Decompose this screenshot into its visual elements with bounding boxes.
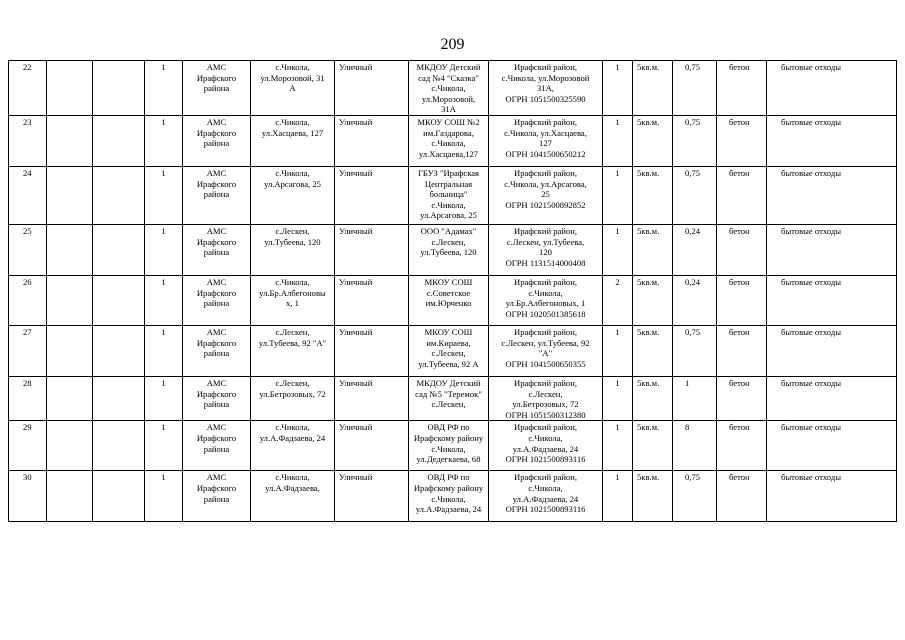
area-cell: 5кв.м. [633,61,673,116]
volume-cell: 0,24 [673,275,717,325]
row-number-cell: 27 [9,325,47,376]
waste-type-cell: бытовые отходы [767,325,897,376]
address-cell: с.Чикола, ул.Арсагова, 25 [251,166,335,224]
address-cell: с.Лескен, ул.Тубеева, 92 "А" [251,325,335,376]
owner-cell: АМС Ирафского района [183,325,251,376]
table-row [9,115,897,166]
area-cell: 5кв.м. [633,325,673,376]
volume-cell: 0,75 [673,471,717,522]
operator-cell: МКОУ СОШ с.Советское им.Юрченко [409,275,489,325]
empty-cell [47,166,93,224]
empty-cell [47,421,93,471]
row-number-cell: 30 [9,471,47,522]
empty-cell [93,471,145,522]
table-row [9,166,897,224]
container-sites-table [8,60,897,522]
operator-cell: ГБУЗ "Ирафская Центральная больница" с.Чикола, ул.Арсагова, 25 [409,166,489,224]
container-type-cell: 1 [145,166,183,224]
row-number-cell: 23 [9,115,47,166]
zone-type-cell: Уличный [335,275,409,325]
volume-cell: 8 [673,421,717,471]
surface-material-cell: бетон [717,325,767,376]
owner-cell: АМС Ирафского района [183,421,251,471]
row-number-cell: 26 [9,275,47,325]
table-row [9,275,897,325]
waste-type-cell: бытовые отходы [767,115,897,166]
address-cell: с.Чикола, ул.А.Фадзаева, [251,471,335,522]
surface-material-cell: бетон [717,61,767,116]
surface-material-cell: бетон [717,166,767,224]
empty-cell [93,115,145,166]
registry-info-cell: Ирафский район, с.Чикола, ул.А.Фадзаева, 24 ОГРН 1021500893116 [489,471,603,522]
address-cell: с.Чикола, ул.Хасцаева, 127 [251,115,335,166]
empty-cell [47,275,93,325]
registry-info-cell: Ирафский район, с.Чикола, ул.А.Фадзаева, 24 ОГРН 1021500893116 [489,421,603,471]
container-type-cell: 1 [145,421,183,471]
surface-material-cell: бетон [717,471,767,522]
container-type-cell: 1 [145,224,183,275]
empty-cell [93,224,145,275]
owner-cell: АМС Ирафского района [183,376,251,420]
empty-cell [93,421,145,471]
page-number: 209 [440,36,465,53]
registry-info-cell: Ирафский район, с.Чикола, ул.Бр.Албегоновых, 1 ОГРН 1020501385618 [489,275,603,325]
container-type-cell: 1 [145,376,183,420]
empty-cell [47,115,93,166]
table-row [9,376,897,420]
row-number-cell: 28 [9,376,47,420]
address-cell: с.Чикола, ул.Морозовой, 31 А [251,61,335,116]
volume-cell: 0,75 [673,61,717,116]
zone-type-cell: Уличный [335,376,409,420]
area-cell: 5кв.м. [633,421,673,471]
owner-cell: АМС Ирафского района [183,275,251,325]
operator-cell: ОВД РФ по Ирафскому району с.Чикола, ул.А.Фадзаева, 24 [409,471,489,522]
zone-type-cell: Уличный [335,471,409,522]
volume-cell: 0,24 [673,224,717,275]
row-number-cell: 29 [9,421,47,471]
registry-info-cell: Ирафский район, с.Лескен, ул.Тубеева, 120 ОГРН 1131514000408 [489,224,603,275]
container-type-cell: 1 [145,471,183,522]
container-count-cell: 1 [603,376,633,420]
waste-type-cell: бытовые отходы [767,471,897,522]
waste-type-cell: бытовые отходы [767,224,897,275]
empty-cell [93,275,145,325]
table-row [9,224,897,275]
operator-cell: ООО "Адамах" с.Лескен, ул.Тубеева, 120 [409,224,489,275]
surface-material-cell: бетон [717,115,767,166]
container-count-cell: 1 [603,471,633,522]
area-cell: 5кв.м. [633,376,673,420]
waste-type-cell: бытовые отходы [767,275,897,325]
registry-info-cell: Ирафский район, с.Лескен, ул.Бетрозовых, 72 ОГРН 1051500312380 [489,376,603,420]
registry-info-cell: Ирафский район, с.Чикола, ул.Арсагова, 25 ОГРН 1021500892852 [489,166,603,224]
empty-cell [47,61,93,116]
table-row [9,325,897,376]
container-count-cell: 1 [603,421,633,471]
address-cell: с.Лескен, ул.Тубеева, 120 [251,224,335,275]
area-cell: 5кв.м. [633,471,673,522]
empty-cell [93,166,145,224]
empty-cell [47,325,93,376]
area-cell: 5кв.м. [633,166,673,224]
waste-type-cell: бытовые отходы [767,166,897,224]
waste-type-cell: бытовые отходы [767,61,897,116]
container-count-cell: 1 [603,325,633,376]
container-count-cell: 1 [603,61,633,116]
operator-cell: МКДОУ Детский сад №5 "Теремок" с.Лескен, [409,376,489,420]
empty-cell [47,224,93,275]
empty-cell [93,376,145,420]
owner-cell: АМС Ирафского района [183,224,251,275]
area-cell: 5кв.м. [633,275,673,325]
container-type-cell: 1 [145,61,183,116]
empty-cell [93,61,145,116]
area-cell: 5кв.м. [633,115,673,166]
table-row [9,61,897,116]
surface-material-cell: бетон [717,224,767,275]
container-count-cell: 2 [603,275,633,325]
table-row [9,421,897,471]
owner-cell: АМС Ирафского района [183,115,251,166]
volume-cell: 0,75 [673,115,717,166]
zone-type-cell: Уличный [335,325,409,376]
zone-type-cell: Уличный [335,166,409,224]
container-count-cell: 1 [603,224,633,275]
registry-info-cell: Ирафский район, с.Чикола, ул.Хасцаева, 127 ОГРН 1041500650212 [489,115,603,166]
container-count-cell: 1 [603,115,633,166]
address-cell: с.Чикола, ул.Бр.Албегоновы х, 1 [251,275,335,325]
operator-cell: МКДОУ Детский сад №4 "Сказка" с.Чикола, ул.Морозовой, 31А [409,61,489,116]
owner-cell: АМС Ирафского района [183,166,251,224]
surface-material-cell: бетон [717,376,767,420]
zone-type-cell: Уличный [335,224,409,275]
operator-cell: МКОУ СОШ №2 им.Газдарова, с.Чикола, ул.Хасцаева,127 [409,115,489,166]
row-number-cell: 25 [9,224,47,275]
address-cell: с.Чикола, ул.А.Фадзаева, 24 [251,421,335,471]
area-cell: 5кв.м. [633,224,673,275]
zone-type-cell: Уличный [335,115,409,166]
operator-cell: ОВД РФ по Ирафскому району с.Чикола, ул.Дедегкаева, 68 [409,421,489,471]
surface-material-cell: бетон [717,275,767,325]
zone-type-cell: Уличный [335,61,409,116]
empty-cell [47,376,93,420]
empty-cell [47,471,93,522]
owner-cell: АМС Ирафского района [183,471,251,522]
operator-cell: МКОУ СОШ им.Кираева, с.Лескен, ул.Тубеева, 92 А [409,325,489,376]
registry-info-cell: Ирафский район, с.Лескен, ул.Тубеева, 92 "А" ОГРН 1041500650355 [489,325,603,376]
row-number-cell: 24 [9,166,47,224]
waste-type-cell: бытовые отходы [767,376,897,420]
container-type-cell: 1 [145,325,183,376]
volume-cell: 0,75 [673,166,717,224]
row-number-cell: 22 [9,61,47,116]
waste-type-cell: бытовые отходы [767,421,897,471]
container-type-cell: 1 [145,275,183,325]
table-row [9,471,897,522]
surface-material-cell: бетон [717,421,767,471]
volume-cell: 1 [673,376,717,420]
zone-type-cell: Уличный [335,421,409,471]
owner-cell: АМС Ирафского района [183,61,251,116]
registry-info-cell: Ирафский район, с.Чикола, ул.Морозовой 31А, ОГРН 1051500325590 [489,61,603,116]
address-cell: с.Лескен, ул.Бетрозовых, 72 [251,376,335,420]
empty-cell [93,325,145,376]
container-type-cell: 1 [145,115,183,166]
container-count-cell: 1 [603,166,633,224]
volume-cell: 0,75 [673,325,717,376]
